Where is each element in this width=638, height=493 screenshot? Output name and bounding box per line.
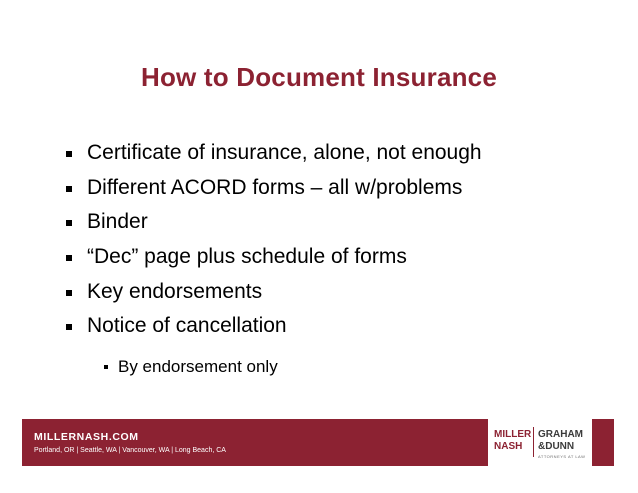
logo-miller: MILLER [494,429,532,440]
logo-dunn: &DUNN [538,441,575,452]
bullet-item [66,274,482,309]
bullet-item [66,136,482,171]
small-bullet-icon [104,365,108,369]
square-bullet-icon [66,220,72,226]
bullet-text: “Dec” page plus schedule of forms [87,245,407,269]
square-bullet-icon [66,186,72,192]
square-bullet-icon [66,151,72,157]
sub-bullet-item [104,357,278,377]
footer-bar [22,419,614,466]
footer-accent-square [596,419,614,466]
bullet-text: Certificate of insurance, alone, not enough [87,141,482,165]
bullet-item [66,205,482,240]
bullet-text: Different ACORD forms – all w/problems [87,175,463,199]
bullet-list [66,136,482,344]
logo-divider [533,427,534,457]
footer-office-locations: Portland, OR | Seattle, WA | Vancouver, WA | Long Beach, CA [34,447,226,454]
footer-website[interactable]: MILLERNASH.COM [34,431,139,443]
bullet-text: Key endorsements [87,279,263,303]
bullet-item [66,171,482,206]
logo-tagline: ATTORNEYS AT LAW [538,454,586,459]
square-bullet-icon [66,255,72,261]
logo-graham: GRAHAM [538,429,583,440]
sub-bullet-text: By endorsement only [118,357,278,376]
square-bullet-icon [66,290,72,296]
logo-nash: NASH [494,441,523,452]
bullet-item [66,309,482,344]
firm-logo [488,419,592,466]
bullet-text: Binder [87,210,148,234]
square-bullet-icon [66,324,72,330]
bullet-text: Notice of cancellation [87,314,287,338]
bullet-item [66,240,482,275]
slide-title: How to Document Insurance [140,62,498,92]
